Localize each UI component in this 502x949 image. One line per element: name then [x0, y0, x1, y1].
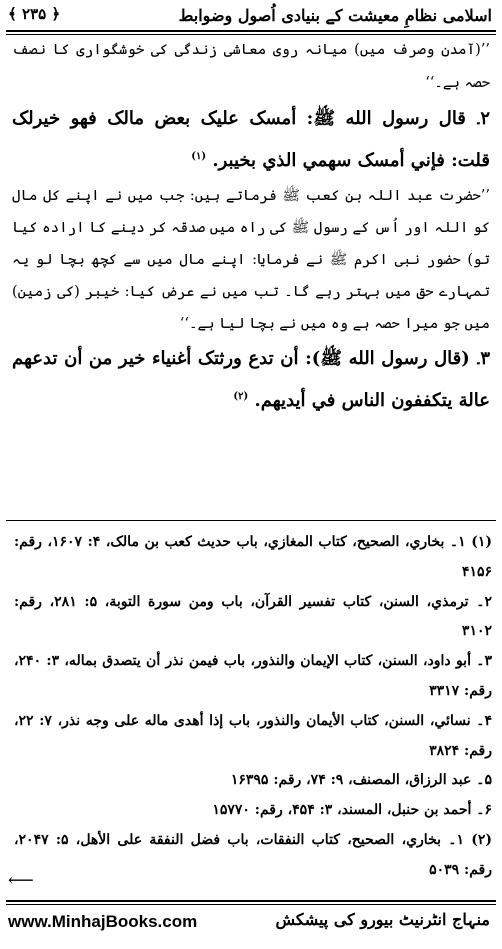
- continue-arrow-icon[interactable]: ⟵: [8, 870, 34, 891]
- hadith-3-text: ۳۔ (قال رسول الله ﷺ): أن تدع ورثتک أغنیاء خیر من أن تدعهم عالة یتکففون الناس في أیدیهم.: [12, 348, 490, 411]
- publisher-credit: منہاج انٹرنیٹ بیورو کی پیشکش: [275, 910, 490, 929]
- footnote-ref-1[interactable]: (۱): [191, 151, 207, 162]
- hadith-2-text: ۲۔ قال رسول الله ﷺ: أمسک علیک بعض مالک فهو خیرلک قلت: فإني أمسک سهمي الذي بخیبر.: [12, 108, 490, 171]
- footnote-entry: ۳۔ أبو داود، السنن، کتاب الإیمان والنذور، باب فیمن نذر أن یتصدق بماله، ۳: ۲۴۰، رقم: ۳۳۱۷: [14, 653, 493, 699]
- hadith-2: [12, 100, 490, 180]
- book-title: اسلامی نظامِ معیشت کے بنیادی اُصول وضوابط: [178, 6, 492, 25]
- urdu-paragraph-1: ’’(آمدن وصرف میں) میانہ روی معاشی زندگی کی خوشگواری کا نصف حصہ ہے۔‘‘: [12, 42, 490, 91]
- urdu-translation-2: ’’حضرت عبد اللہ بن کعب ﷺ فرماتے ہیں: جب میں نے اپنے کل مال کو اللہ اور اُس کے رسول ﷺ کی راہ میں صدقہ کر دینے کا ارادہ کیا تو) حضور نبی اکرم ﷺ نے فرمایا: اپنے مال میں سے کچھ بچا لو یہ تمہارے حق میں بہتر رہے گا۔ تب میں نے عرض کیا: خیبر (کی زمین) میں جو میرا حصہ ہے وہ میں نے بچا لیا ہے۔‘‘: [12, 188, 490, 332]
- footnote-entry: ۶۔ أحمد بن حنبل، المسند، ۳: ۴۵۴، رقم: ۱۵۷۷۰: [212, 802, 492, 819]
- main-text: [12, 34, 490, 420]
- page-header: [0, 0, 502, 32]
- website-link[interactable]: www.MinhajBooks.com: [8, 912, 198, 931]
- footnote-ref-2[interactable]: (۲): [233, 391, 249, 402]
- footer-rule: [6, 900, 496, 905]
- footnotes: [14, 528, 492, 886]
- footnote-entry: ۴۔ نسائي، السنن، کتاب الأیمان والنذور، باب إذا أهدی ماله علی وجه نذر، ۷: ۲۲، رقم: ۳۸۲۴: [14, 712, 492, 759]
- page-number: ﴿ ۲۳۵ ﴾: [8, 5, 61, 23]
- footnote-entry: (۲) ۱۔ بخاري، الصحیح، کتاب النفقات، باب فضل النفقة علی الأهل، ۵: ۲۰۴۷، رقم: ۵۰۳۹: [14, 831, 493, 878]
- hadith-3: [12, 340, 490, 420]
- footnote-entry: ۲۔ ترمذي، السنن، کتاب تفسیر القرآن، باب ومن سورة التوبة، ۵: ۲۸۱، رقم: ۳۱۰۲: [14, 593, 492, 640]
- footnote-rule: [6, 520, 496, 521]
- footnote-entry: ۵۔ عبد الرزاق، المصنف، ۹: ۷۴، رقم: ۱۶۳۹۵: [230, 772, 492, 789]
- footnote-entry: (۱) ۱۔ بخاري، الصحیح، کتاب المغازي، باب حدیث کعب بن مالک، ۴: ۱۶۰۷، رقم: ۴۱۵۶: [14, 534, 492, 580]
